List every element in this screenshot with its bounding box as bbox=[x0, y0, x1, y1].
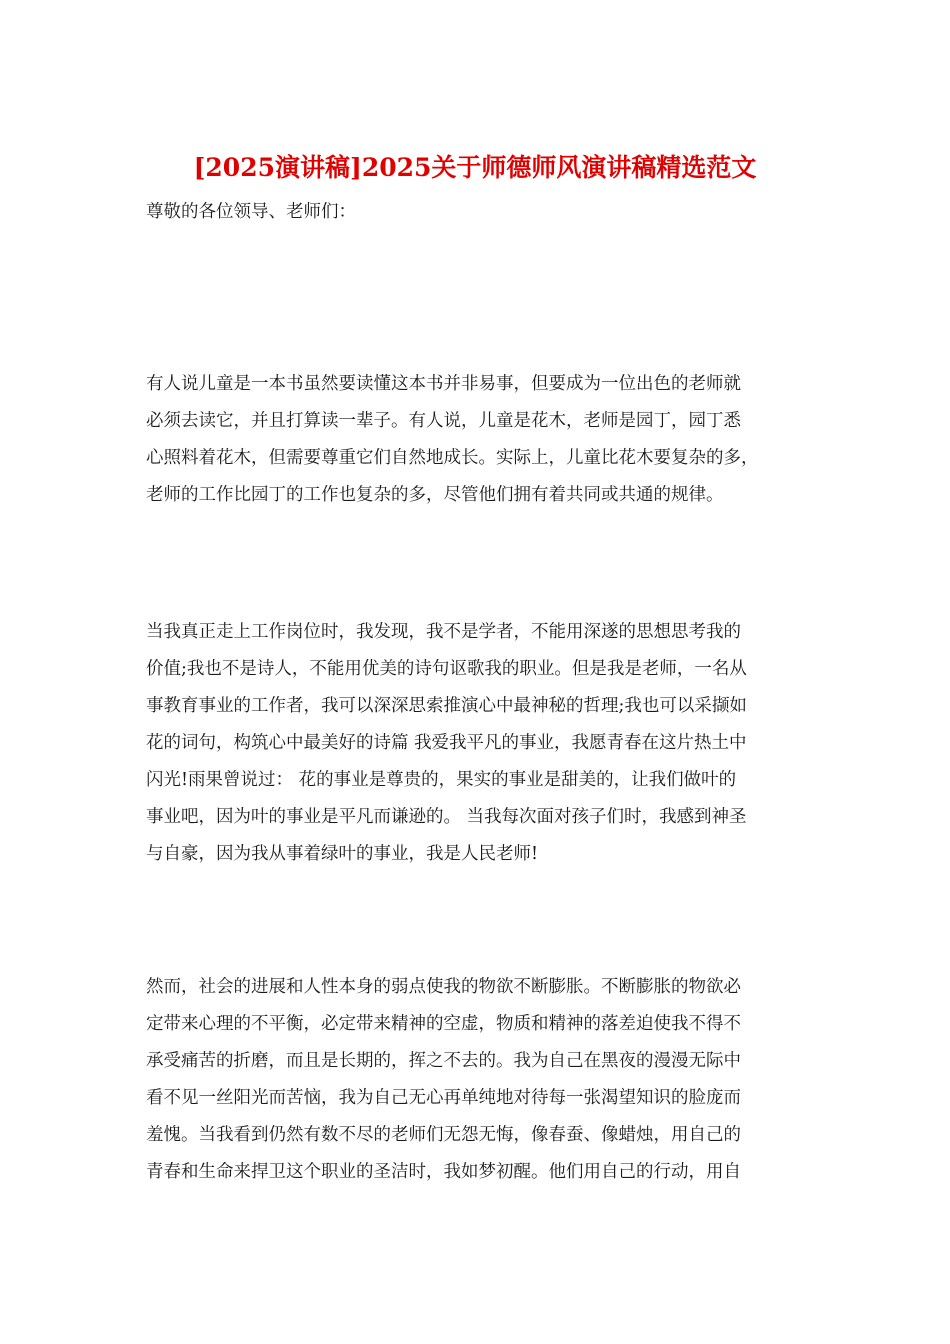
paragraph-line: 定带来心理的不平衡，必定带来精神的空虚，物质和精神的落差迫使我不得不 bbox=[146, 1014, 741, 1034]
paragraph-line: 然而，社会的进展和人性本身的弱点使我的物欲不断膨胀。不断膨胀的物欲必 bbox=[146, 977, 741, 997]
paragraph-line: 事业吧，因为叶的事业是平凡而谦逊的。 当我每次面对孩子们时，我感到神圣 bbox=[146, 807, 747, 827]
salutation: 尊敬的各位领导、老师们： bbox=[146, 202, 356, 222]
paragraph-line: 价值;我也不是诗人，不能用优美的诗句讴歌我的职业。但是我是老师，一名从 bbox=[146, 659, 747, 679]
paragraph-line: 闪光!雨果曾说过： 花的事业是尊贵的，果实的事业是甜美的，让我们做叶的 bbox=[146, 770, 737, 790]
paragraph-line: 花的词句，构筑心中最美好的诗篇 我爱我平凡的事业，我愿青春在这片热土中 bbox=[146, 733, 747, 753]
paragraph-3 bbox=[146, 969, 811, 1191]
paragraph-line: 与自豪，因为我从事着绿叶的事业，我是人民老师! bbox=[146, 844, 539, 864]
paragraph-line: 有人说儿童是一本书虽然要读懂这本书并非易事，但要成为一位出色的老师就 bbox=[146, 374, 741, 394]
page-title: [2025演讲稿]2025关于师德师风演讲稿精选范文 bbox=[193, 153, 757, 182]
paragraph-line: 羞愧。当我看到仍然有数不尽的老师们无怨无悔，像春蚕、像蜡烛，用自己的 bbox=[146, 1125, 741, 1145]
paragraph-line: 必须去读它，并且打算读一辈子。有人说，儿童是花木，老师是园丁，园丁悉 bbox=[146, 411, 741, 431]
paragraph-line: 青春和生命来捍卫这个职业的圣洁时，我如梦初醒。他们用自己的行动，用自 bbox=[146, 1162, 741, 1182]
paragraph-2 bbox=[146, 614, 811, 873]
paragraph-line: 承受痛苦的折磨，而且是长期的，挥之不去的。我为自己在黑夜的漫漫无际中 bbox=[146, 1051, 741, 1071]
paragraph-line: 事教育事业的工作者，我可以深深思索推演心中最神秘的哲理;我也可以采撷如 bbox=[146, 696, 747, 716]
paragraph-line: 看不见一丝阳光而苦恼，我为自己无心再单纯地对待每一张渴望知识的脸庞而 bbox=[146, 1088, 741, 1108]
paragraph-1 bbox=[146, 366, 811, 514]
paragraph-line: 当我真正走上工作岗位时，我发现，我不是学者，不能用深遂的思想思考我的 bbox=[146, 622, 741, 642]
paragraph-line: 老师的工作比园丁的工作也复杂的多，尽管他们拥有着共同或共通的规律。 bbox=[146, 485, 724, 505]
paragraph-line: 心照料着花木，但需要尊重它们自然地成长。实际上，儿童比花木要复杂的多， bbox=[146, 448, 759, 468]
